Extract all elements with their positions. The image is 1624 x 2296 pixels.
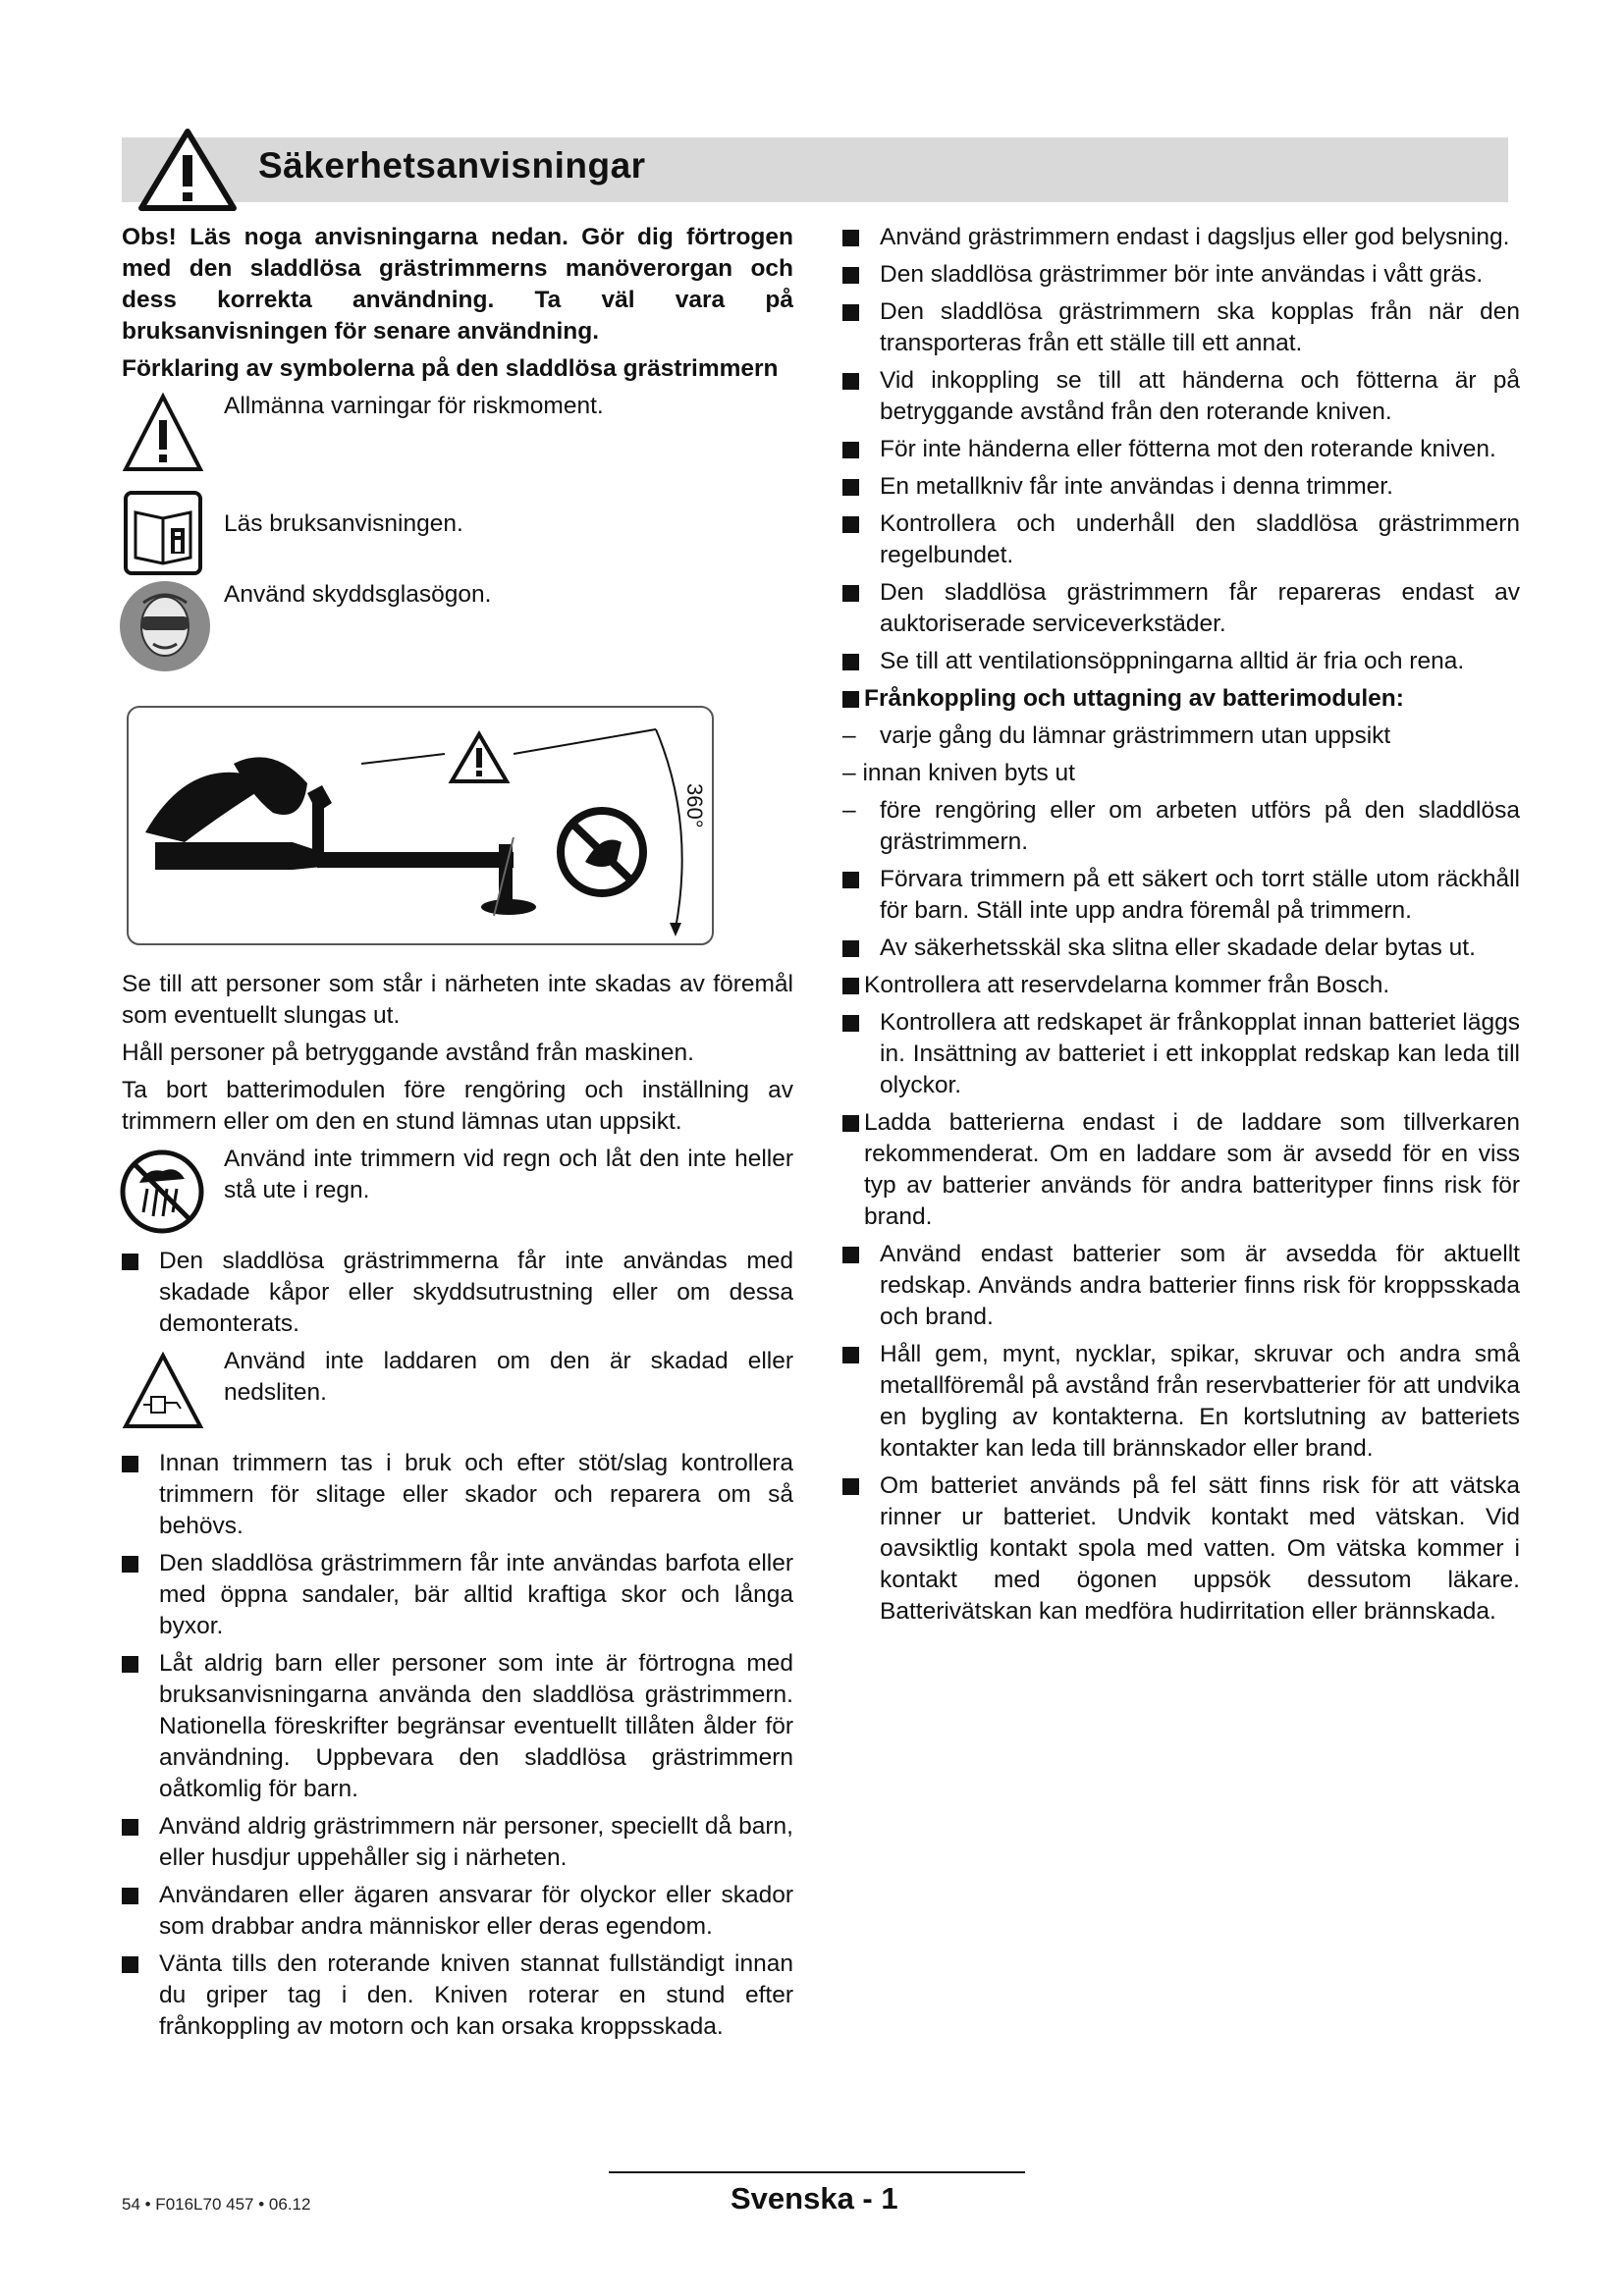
bullet-repair: Den sladdlösa grästrimmern får repareras endast av auktoriserade serviceverkstäder. bbox=[842, 577, 1520, 640]
symbol-row-manual bbox=[122, 483, 793, 575]
footer-divider bbox=[609, 2171, 1025, 2173]
bullet-worn-parts: Av säkerhetsskäl ska slitna eller skadade delar bytas ut. bbox=[842, 933, 1520, 964]
symbol-text-charger: Använd inte laddaren om den är skadad eller nedsliten. bbox=[224, 1348, 793, 1406]
symbol-text-glasses: Använd skyddsglasögon. bbox=[224, 581, 492, 608]
bullet-transport: Den sladdlösa grästrimmern ska kopplas från när den transporteras från ett ställe till ett annat. bbox=[842, 296, 1520, 359]
right-column bbox=[842, 222, 1520, 1633]
battery-removal-heading: Frånkoppling och uttagning av batterimodulen: bbox=[842, 683, 1520, 715]
dash-item-cleaning: – före rengöring eller om arbeten utförs på den sladdlösa grästrimmern. bbox=[842, 797, 1520, 855]
bullet-inspect-trimmer: Innan trimmern tas i bruk och efter stöt/slag kontrollera trimmern för slitage eller skador och reparera om så behövs. bbox=[122, 1448, 793, 1542]
bullet-tool-off: Kontrollera att redskapet är frånkopplat innan batteriet läggs in. Insättning av batteriet i ett inkopplat redskap kan leda till olyckor. bbox=[842, 1007, 1520, 1101]
symbol-text-warning: Allmänna varningar för riskmoment. bbox=[224, 393, 604, 419]
rotation-label: 360° bbox=[682, 783, 707, 828]
manual-book-icon bbox=[122, 489, 204, 577]
bullet-rotating-blade: Vänta tills den roterande kniven stannat fullständigt innan du griper tag i den. Kniven roterar en stund efter frånkoppling av motorn och kan orsaka kroppsskada. bbox=[122, 1949, 793, 2043]
warning-triangle-icon bbox=[135, 126, 240, 212]
trimmer-hazard-figure bbox=[126, 705, 715, 946]
symbol-text-rain: Använd inte trimmern vid regn och låt den inte heller stå ute i regn. bbox=[224, 1146, 793, 1203]
symbol-row-glasses bbox=[122, 579, 793, 681]
bullet-matching-batteries: Använd endast batterier som är avsedda för aktuellt redskap. Används andra batterier finns risk för kroppsskada och brand. bbox=[842, 1239, 1520, 1333]
bullet-metal-objects: Håll gem, mynt, nycklar, spikar, skruvar och andra små metallföremål på avstånd från reservbatterier för att undvika en bygling av kontakterna. En kortslutning av batteriets kontakter kan leda till brännskador eller brand. bbox=[842, 1339, 1520, 1465]
bullet-battery-leak: Om batteriet används på fel sätt finns risk för att vätska rinner ur batteriet. Undvik kontakt med vätskan. Vid oavsiktlig kontakt spola med vatten. Om vätska kommer i kontakt med ögonen uppsök dessutom läkare. Batterivätskan kan medföra hudirritation eller brännskada. bbox=[842, 1470, 1520, 1628]
bullet-hands-feet: För inte händerna eller fötterna mot den roterande kniven. bbox=[842, 434, 1520, 465]
dash-item-text: innan kniven byts ut bbox=[862, 760, 1075, 786]
symbol-row-rain bbox=[122, 1144, 793, 1242]
paragraph-battery-removal: Ta bort batterimodulen före rengöring och inställning av trimmern eller om den en stund lämnas utan uppsikt. bbox=[122, 1077, 793, 1135]
bullet-wet-grass: Den sladdlösa grästrimmer bör inte användas i vått gräs. bbox=[842, 259, 1520, 291]
page-label: Svenska - 1 bbox=[731, 2181, 898, 2216]
symbol-text-manual: Läs bruksanvisningen. bbox=[224, 510, 463, 537]
bullet-bosch-parts: Kontrollera att reservdelarna kommer från Bosch. bbox=[842, 970, 1520, 1001]
symbol-row-warning bbox=[122, 391, 793, 479]
bullet-liability: Användaren eller ägaren ansvarar för olyckor eller skador som drabbar andra människor eller deras egendom. bbox=[122, 1880, 793, 1943]
no-rain-icon bbox=[118, 1148, 206, 1236]
page-title: Säkerhetsanvisningar bbox=[258, 145, 646, 186]
bullet-ventilation: Se till att ventilationsöppningarna alltid är fria och rena. bbox=[842, 646, 1520, 677]
bullet-bystanders-pets: Använd aldrig grästrimmern när personer, speciellt då barn, eller husdjur uppehåller sig i närheten. bbox=[122, 1811, 793, 1874]
document-code: 54 • F016L70 457 • 06.12 bbox=[122, 2195, 311, 2214]
symbols-heading: Förklaring av symbolerna på den sladdlösa grästrimmern bbox=[122, 355, 779, 382]
bullet-maintenance: Kontrollera och underhåll den sladdlösa grästrimmern regelbundet. bbox=[842, 508, 1520, 571]
bullet-damaged-covers: Den sladdlösa grästrimmerna får inte användas med skadade kåpor eller skyddsutrustning eller om dessa demonterats. bbox=[122, 1246, 793, 1340]
dash-item-blade-change: – innan kniven byts ut bbox=[842, 760, 1075, 786]
warning-triangle-icon bbox=[122, 391, 204, 475]
symbol-row-charger bbox=[122, 1346, 793, 1444]
bullet-daylight: Använd grästrimmern endast i dagsljus eller god belysning. bbox=[842, 222, 1520, 253]
paragraph-distance: Håll personer på betryggande avstånd från maskinen. bbox=[122, 1040, 694, 1066]
safety-glasses-icon bbox=[118, 579, 212, 673]
dash-item-text: före rengöring eller om arbeten utförs på den sladdlösa grästrimmern. bbox=[880, 797, 1520, 855]
bullet-footwear: Den sladdlösa grästrimmern får inte användas barfota eller med öppna sandaler, bär alltid kraftiga skor och långa byxor. bbox=[122, 1548, 793, 1642]
dash-item-unattended: – varje gång du lämnar grästrimmern utan uppsikt bbox=[842, 722, 1391, 749]
dash-item-text: varje gång du lämnar grästrimmern utan uppsikt bbox=[880, 722, 1391, 749]
bullet-approved-charger: Ladda batterierna endast i de laddare som tillverkaren rekommenderat. Om en laddare som är avsedd för en viss typ av batterier används för andra batterityper finns risk för brand. bbox=[842, 1107, 1520, 1233]
charger-warning-icon bbox=[122, 1352, 204, 1430]
bullet-children: Låt aldrig barn eller personer som inte är förtrogna med bruksanvisningarna använda den sladdlösa grästrimmern. Nationella föreskrifter begränsar eventuellt tillåten ålder för användning. Uppbevara den sladdlösa grästrimmern oåtkomlig för barn. bbox=[122, 1648, 793, 1805]
bullet-storage: Förvara trimmern på ett säkert och torrt ställe utom räckhåll för barn. Ställ inte upp andra föremål på trimmern. bbox=[842, 864, 1520, 927]
intro-notice: Obs! Läs noga anvisningarna nedan. Gör dig förtrogen med den sladdlösa grästrimmerns manöverorgan och dess korrekta användning. Ta väl vara på bruksanvisningen för senare användning. bbox=[122, 224, 793, 345]
bullet-switch-on: Vid inkoppling se till att händerna och fötterna är på betryggande avstånd från den roterande kniven. bbox=[842, 365, 1520, 428]
bullet-metal-blade: En metallkniv får inte användas i denna trimmer. bbox=[842, 471, 1520, 503]
paragraph-bystanders: Se till att personer som står i närheten inte skadas av föremål som eventuellt slungas ut. bbox=[122, 971, 793, 1029]
left-column bbox=[122, 222, 793, 2049]
